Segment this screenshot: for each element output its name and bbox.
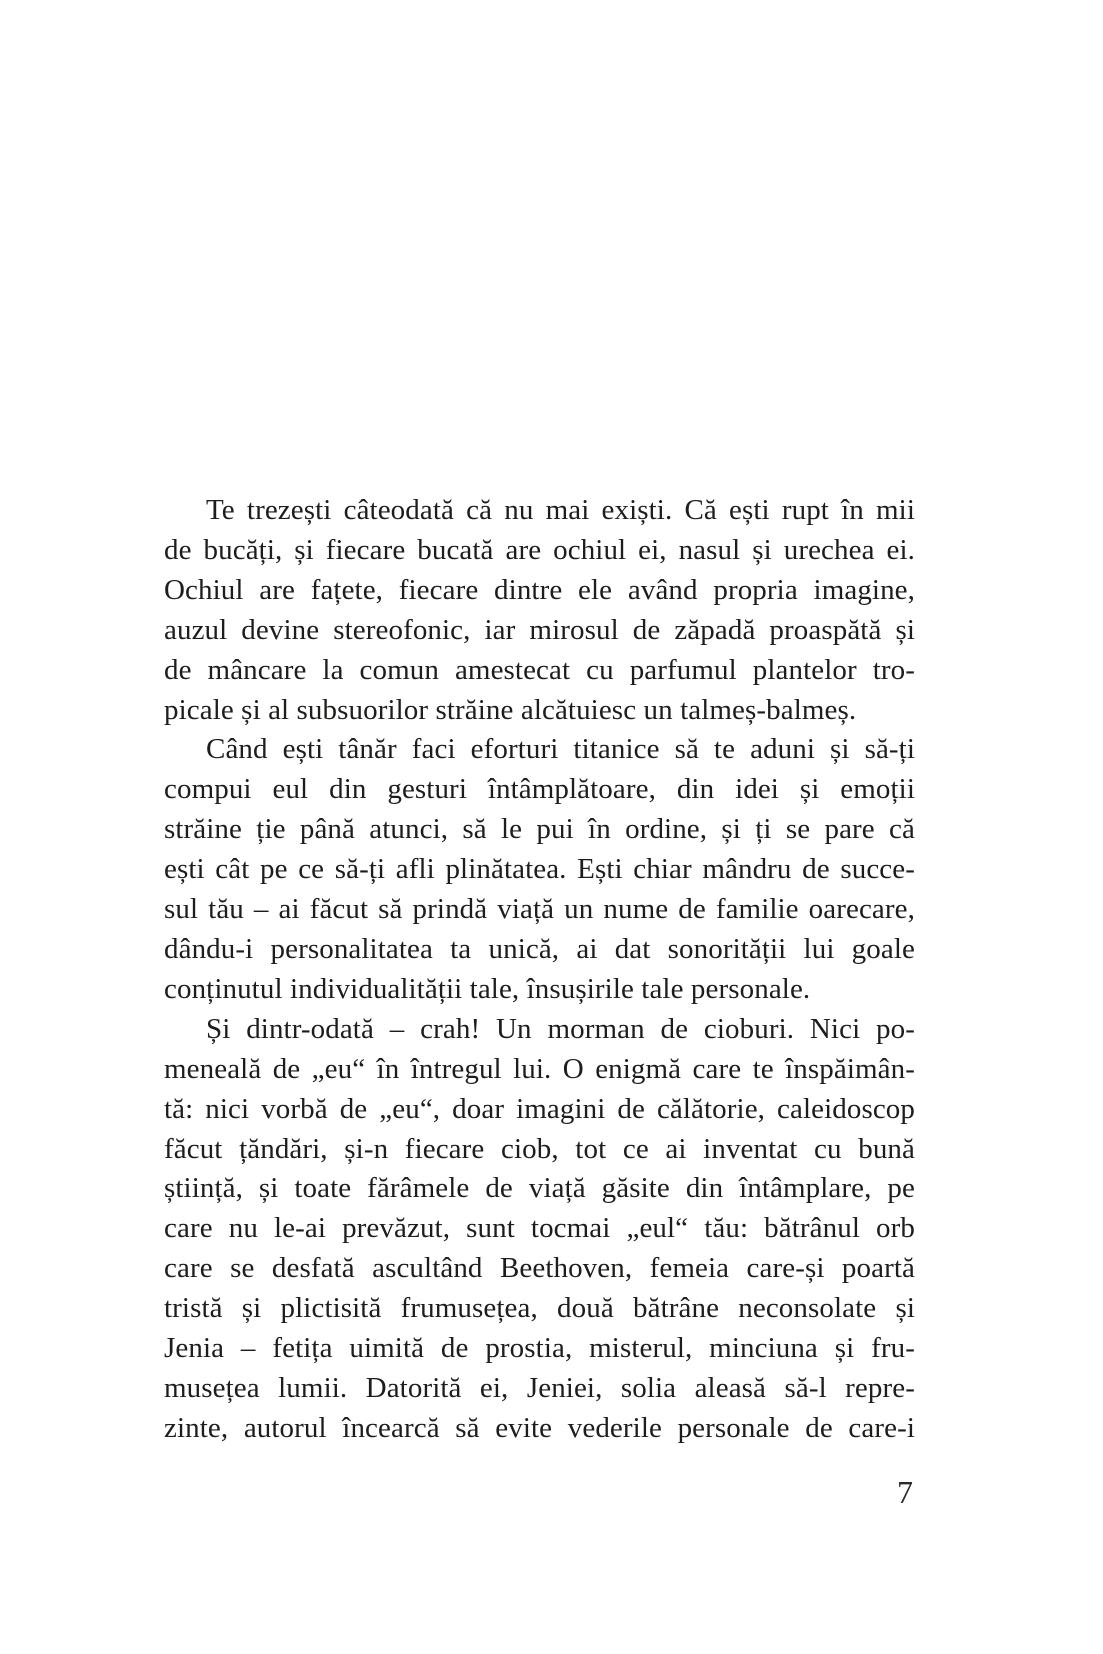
text-line: tristă și plictisită frumusețea, două bătrâne neconsolate și <box>164 1292 915 1325</box>
text-line: meneală de „eu“ în întregul lui. O enigmă care te înspăimân- <box>164 1052 915 1085</box>
text-line: de bucăți, și fiecare bucată are ochiul ei, nasul și urechea ei. <box>164 533 915 566</box>
text-line: Jenia – fetița uimită de prostia, misterul, minciuna și fru- <box>164 1332 915 1365</box>
text-line: Și dintr-odată – crah! Un morman de cioburi. Nici po- <box>206 1012 915 1045</box>
text-line: picale și al subsuorilor străine alcătuiesc un talmeș-balmeș. <box>164 693 857 726</box>
text-line: Când ești tânăr faci eforturi titanice să te aduni și să-ți <box>206 733 915 766</box>
text-line: știință, și toate fărâmele de viață găsite din întâmplare, pe <box>164 1172 915 1205</box>
text-line: zinte, autorul încearcă să evite vederile personale de care-i <box>164 1411 915 1444</box>
text-line: Ochiul are fațete, fiecare dintre ele având propria imagine, <box>164 573 915 606</box>
text-line: musețea lumii. Datorită ei, Jeniei, solia aleasă să-l repre- <box>164 1371 915 1404</box>
paragraph-3 <box>164 1010 915 1449</box>
paragraph-1 <box>164 491 915 730</box>
body-text <box>164 491 915 1449</box>
text-line: dându-i personalitatea ta unică, ai dat sonorității lui goale <box>164 932 915 965</box>
text-line: ești cât pe ce să-ți afli plinătatea. Ești chiar mândru de succe- <box>164 853 915 886</box>
text-line: auzul devine stereofonic, iar mirosul de zăpadă proaspătă și <box>164 613 915 646</box>
page-number: 7 <box>897 1474 913 1510</box>
text-line: tă: nici vorbă de „eu“, doar imagini de călătorie, caleidoscop <box>164 1092 915 1125</box>
text-line: sul tău – ai făcut să prindă viață un nume de familie oarecare, <box>164 893 915 926</box>
text-line: de mâncare la comun amestecat cu parfumul plantelor tro- <box>164 653 915 686</box>
text-line: făcut țăndări, și-n fiecare ciob, tot ce ai inventat cu bună <box>164 1132 915 1165</box>
text-line: străine ție până atunci, să le pui în ordine, și ți se pare că <box>164 813 915 846</box>
text-line: compui eul din gesturi întâmplătoare, din idei și emoții <box>164 773 915 806</box>
text-line: conținutul individualității tale, însușirile tale personale. <box>164 972 811 1005</box>
paragraph-2 <box>164 730 915 1009</box>
text-line: Te trezești câteodată că nu mai exiști. Că ești rupt în mii <box>206 494 915 526</box>
text-line: care se desfată ascultând Beethoven, femeia care-și poartă <box>164 1252 915 1285</box>
text-line: care nu le-ai prevăzut, sunt tocmai „eul“ tău: bătrânul orb <box>164 1212 915 1245</box>
